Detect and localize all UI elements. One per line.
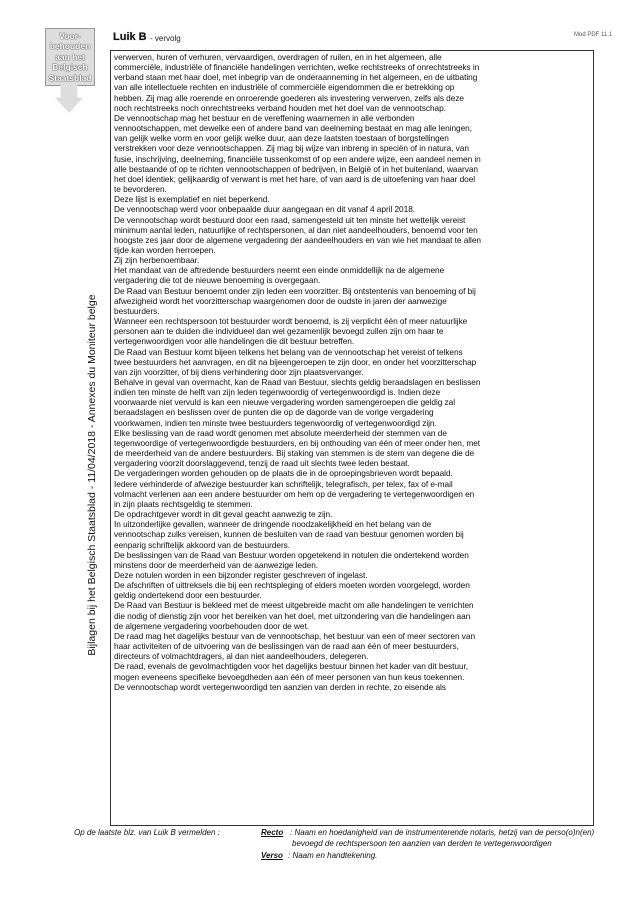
body-line: vergadering die tot de nieuwe benoeming is overgegaan.: [114, 275, 321, 286]
body-line: het doel identiek, gelijkaardig of verwant is met het hare, of van aard is de uitoefening van haar doel: [114, 173, 476, 184]
body-line: tegenwoordige of vertegenwoordigde bestuurders, en bij onthouding van één of meer onder hen, met: [114, 437, 481, 448]
body-line: Wanneer een rechtspersoon tot bestuurder wordt benoemd, is zij verplicht één of meer natuurlijke: [114, 316, 468, 327]
body-line: eenparig schriftelijk akkoord van de bestuurders.: [114, 539, 291, 550]
body-line: verstrekken voor deze vennootschappen. Zij mag bij wijze van inbreng in speciën of in natura, van: [114, 143, 469, 154]
body-line: Deze notulen worden in een bijzonder register geschreven of ingelast.: [114, 569, 368, 580]
body-line: De vergaderingen worden gehouden op de plaats die in de oproepingsbrieven wordt bepaald.: [114, 468, 453, 479]
body-line: Iedere verhinderde of afwezige bestuurder kan schriftelijk, telegrafisch, per telex, fax of e-mail: [114, 478, 453, 489]
body-line: de algemene vergadering voorbehouden door de wet.: [114, 620, 309, 631]
stamp-line: behouden: [49, 41, 91, 52]
body-line: verwerven, huren of verhuren, vervaardigen, overdragen of ruilen, en in het algemeen, alle: [114, 52, 442, 62]
document-body-frame: [110, 50, 594, 826]
body-line: verband staan met haar doel, met inbegrip van de onderaanneming in het algemeen, en de uitbating: [114, 72, 478, 83]
stamp-line: Staatsblad: [48, 72, 92, 83]
section-title: Luik B: [113, 31, 147, 43]
body-line: De afschriften of uittreksels die bij een rechtspleging of elders moeten worden voorgelegd, worden: [114, 580, 470, 591]
recto-text-line1: : Naam en hoedanigheid van de instrumenterende notaris, hetzij van de perso(o)n(en): [290, 828, 595, 837]
body-line: Elke beslissing van de raad wordt genomen met absolute meerderheid der stemmen van de: [114, 427, 447, 438]
body-line: De vennootschap wordt bestuurd door een raad, samengesteld uit ten minste het wettelijk vereist: [114, 214, 466, 225]
body-line: bestuurders.: [114, 305, 160, 316]
body-line: fusie, inschrijving, deelneming, financiële tussenkomst of op een andere wijze, een aandeel nemen in: [114, 153, 481, 164]
body-line: commerciële, industriële of financiële handelingen verrichten, welke rechtstreeks of onrechtstreeks in: [114, 62, 480, 73]
continuation-label: - vervolg: [150, 34, 181, 43]
body-line: van gelijk welke vorm en voor gelijk welke duur, aan deze laatsten toestaan of borgstellingen: [114, 133, 449, 144]
body-line: De vennootschap wordt vertegenwoordigd ten aanzien van derden in rechte, zo eisende als: [114, 681, 446, 692]
body-line: indien ten minste de helft van zijn leden tegenwoordig of vertegenwoordigd is. Indien deze: [114, 387, 441, 398]
down-arrow-icon: [55, 85, 83, 113]
verso-text-line1: : Naam en handtekening.: [288, 851, 378, 860]
body-line: De Raad van Bestuur benoemt onder zijn leden een voorzitter. Bij ontstentenis van benoeming of bij: [114, 285, 476, 296]
stamp-line: Belgisch: [52, 62, 88, 73]
body-line: personen aan te duiden die individueel dan wel gezamenlijk bevoegd zullen zijn om haar te: [114, 326, 444, 337]
body-line: De opdrachtgever wordt in dit geval geacht aanwezig te zijn.: [114, 509, 333, 520]
body-line: In uitzonderlijke gevallen, wanneer de dringende noodzakelijkheid en het belang van de: [114, 519, 432, 530]
body-line: volmacht verlenen aan een andere bestuurder om hem op de vergadering te vertegenwoordigen en: [114, 488, 475, 499]
body-line: De vennootschap mag het bestuur en de vereffening waarnemen in alle verbonden: [114, 112, 415, 123]
body-line: Zij zijn herbenoembaar.: [114, 255, 200, 266]
body-line: de meerderheid van de andere bestuurders. Bij staking van stemmen is de stem van degene die de: [114, 448, 475, 459]
body-line: van alle intellectuele rechten en industriële of commerciële eigendommen die er betrekking op: [114, 82, 455, 93]
body-line: De vennootschap werd voor onbepaalde duur aangegaan en dit vanaf 4 april 2018.: [114, 204, 416, 215]
body-line: voorwaarde niet vervuld is kan een nieuwe vergadering worden samengeroepen die geldig zal: [114, 397, 456, 408]
stamp-line: aan het: [55, 51, 85, 62]
body-line: De Raad van Bestuur komt bijeen telkens het belang van de vennootschap het vereist of telkens: [114, 346, 463, 357]
verso-label: Verso: [261, 851, 283, 860]
body-line: die nodig of dienstig zijn voor het bereiken van het doel, met uitzondering van die handelingen aan: [114, 610, 471, 621]
body-line: Deze lijst is exemplatief en niet beperkend.: [114, 194, 270, 205]
body-line: directeurs of volmachtdragers, al dan niet aandeelhouders, delegeren.: [114, 651, 369, 662]
body-line: mogen eveneens specifieke bevoegdheden aan één of meer personen van hun keus toekennen.: [114, 671, 465, 682]
reserved-stamp-box: [45, 28, 95, 86]
body-line: vertegenwoordigen voor alle handelingen die dit bestuur betreffen.: [114, 336, 355, 347]
body-line: haar activiteiten of de uitvoering van de beslissingen van de raad aan één of meer bestuurders,: [114, 641, 459, 652]
body-line: vennootschap zulks vereisen, kunnen de besluiten van de raad van bestuur genomen worden bij: [114, 529, 464, 540]
body-line: afwezigheid wordt het voorzitterschap waargenomen door de oudste in jaren der aanwezige: [114, 295, 447, 306]
body-line: Behalve in geval van overmacht, kan de Raad van Bestuur, slechts geldig beraadslagen en beslissen: [114, 377, 481, 387]
recto-label: Recto: [261, 828, 284, 837]
body-line: De Raad van Bestuur is bekleed met de meest uitgebreide macht om alle handelingen te verrichten: [114, 600, 474, 611]
body-line: twee bestuurders het aanvragen, en dit na bijeengeroepen te zijn door, en onder het voorzitterschap: [114, 356, 477, 367]
body-line: hebben. Zij mag alle roerende en onroerende goederen als investering verwerven, zelfs als deze: [114, 92, 464, 103]
body-line: te bevorderen.: [114, 184, 167, 195]
body-line: beraadslagen en beslissen over de punten die op de dagorde van de vorige vergadering: [114, 407, 434, 418]
body-line: vennootschappen, met dewelke een of andere band van deelneming bestaat en mag alle leningen,: [114, 123, 472, 134]
document-body: [111, 51, 593, 692]
body-line: De raad mag het dagelijks bestuur van de vennootschap, het bestuur van een of meer sectoren van: [114, 630, 476, 641]
body-line: De raad, evenals de gevolmachtigden voor het dagelijks bestuur binnen het kader van dit bestuur,: [114, 661, 469, 672]
body-line: hoogste zes jaar door de algemene vergadering der aandeelhouders en van wie het mandaat te allen: [114, 234, 481, 245]
body-line: vergadering voorzit doorslaggevend, tenzij de raad uit slechts twee leden bestaat.: [114, 458, 410, 469]
body-line: tijde kan worden herroepen.: [114, 244, 216, 255]
form-code: Mod PDF 11.1: [574, 32, 613, 38]
body-line: voorkwamen, indien ten minste twee bestuurders tegenwoordig of vertegenwoordigd zijn.: [114, 417, 437, 428]
body-line: van zijn voorzitter, of bij diens verhindering door zijn plaatsvervanger.: [114, 366, 364, 377]
reserved-stamp: [40, 28, 98, 118]
body-line: minstens door de meerderheid van de aanwezige leden.: [114, 559, 319, 570]
side-margin-text: Bijlagen bij het Belgisch Staatsblad - 11/04/2018 - Annexes du Moniteur belge: [86, 294, 98, 656]
stamp-line: Voor-: [59, 30, 81, 41]
body-line: minimum aantal leden, natuurlijke of rechtspersonen, al dan niet aandeelhouders, benoemd voor ten: [114, 224, 478, 235]
body-line: in zijn plaats rechtsgeldig te stemmen.: [114, 498, 253, 509]
recto-text-line2: bevoegd de rechtspersoon ten aanzien van derden te vertegenwoordigen: [292, 839, 552, 848]
body-line: Het mandaat van de aftredende bestuurders neemt een einde onmiddellijk na de algemene: [114, 265, 445, 276]
body-line: noch rechtstreeks noch onrechtstreeks verband houden met het doel van de vennootschap.: [114, 102, 446, 113]
body-line: alle bestaande of op te richten vennootschappen of bedrijven, in België of in het buitenland, waarvan: [114, 163, 478, 174]
body-line: De beslissingen van de Raad van Bestuur worden opgetekend in notulen die ondertekend worden: [114, 549, 469, 560]
footer-instruction: Op de laatste blz. van Luik B vermelden :: [74, 828, 220, 837]
body-line: geldig ondertekend door een bestuurder.: [114, 590, 262, 601]
